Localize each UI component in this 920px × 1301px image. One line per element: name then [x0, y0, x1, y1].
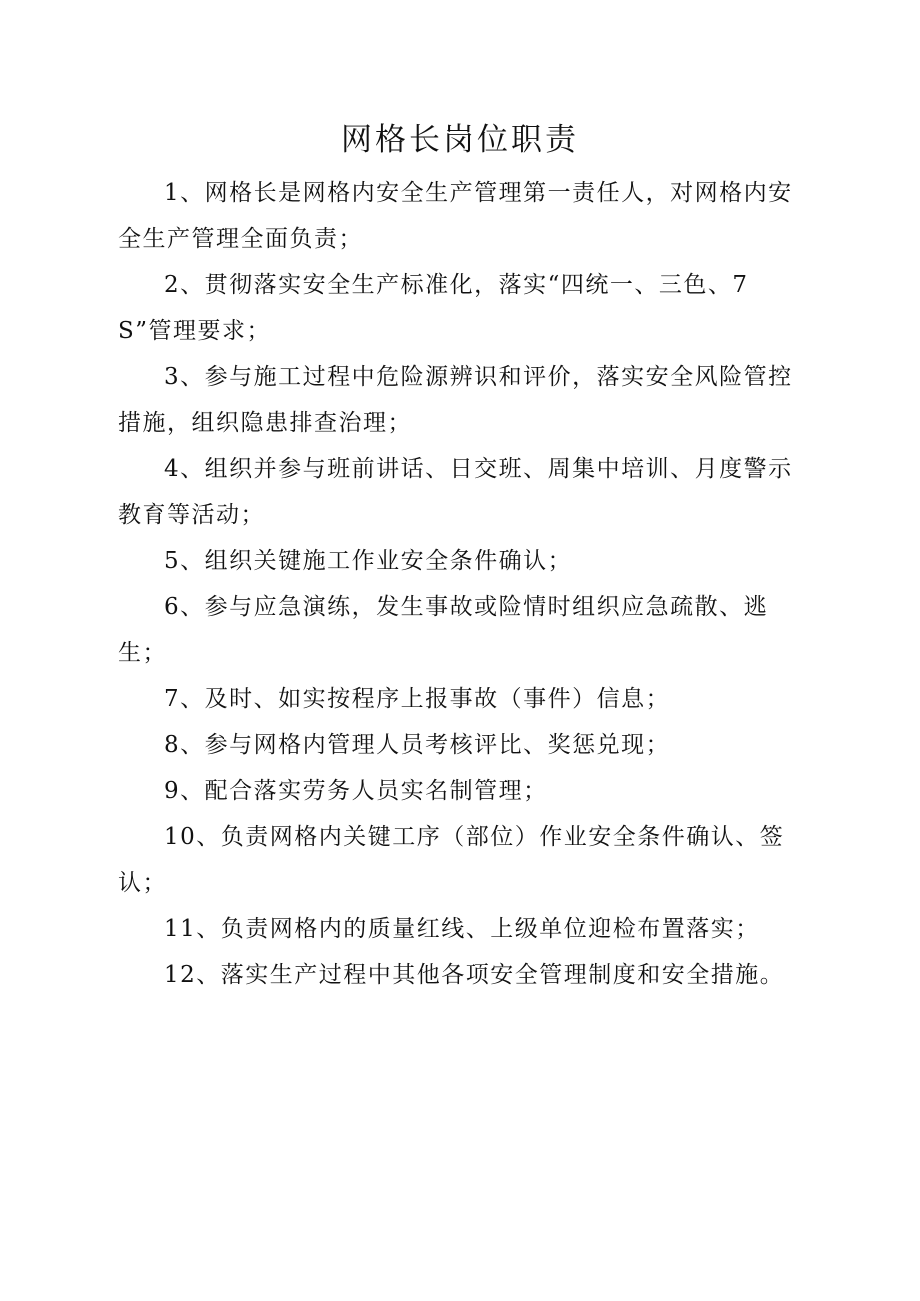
duty-item-6: 6、参与应急演练，发生事故或险情时组织应急疏散、逃生； [118, 594, 769, 666]
duty-item-7: 7、及时、如实按程序上报事故（事件）信息； [164, 686, 671, 712]
duty-item-11: 11、负责网格内的质量红线、上级单位迎检布置落实； [164, 916, 760, 942]
duty-item-5: 5、组织关键施工作业安全条件确认； [164, 548, 573, 574]
duty-item-1: 1、网格长是网格内安全生产管理第一责任人，对网格内安全生产管理全面负责； [118, 180, 793, 252]
duty-item-2: 2、贯彻落实安全生产标准化，落实“四统一、三色、7S”管理要求； [118, 272, 749, 344]
duty-list [118, 170, 802, 998]
page-title: 网格长岗位职责 [341, 122, 579, 158]
duty-item-3: 3、参与施工过程中危险源辨识和评价，落实安全风险管控措施，组织隐患排查治理； [118, 364, 793, 436]
duty-item-9: 9、配合落实劳务人员实名制管理； [164, 778, 548, 804]
duty-item-10: 10、负责网格内关键工序（部位）作业安全条件确认、签认； [118, 824, 785, 896]
duty-item-12: 12、落实生产过程中其他各项安全管理制度和安全措施。 [164, 962, 785, 988]
duty-item-8: 8、参与网格内管理人员考核评比、奖惩兑现； [164, 732, 671, 758]
duty-item-4: 4、组织并参与班前讲话、日交班、周集中培训、月度警示教育等活动； [118, 456, 793, 528]
